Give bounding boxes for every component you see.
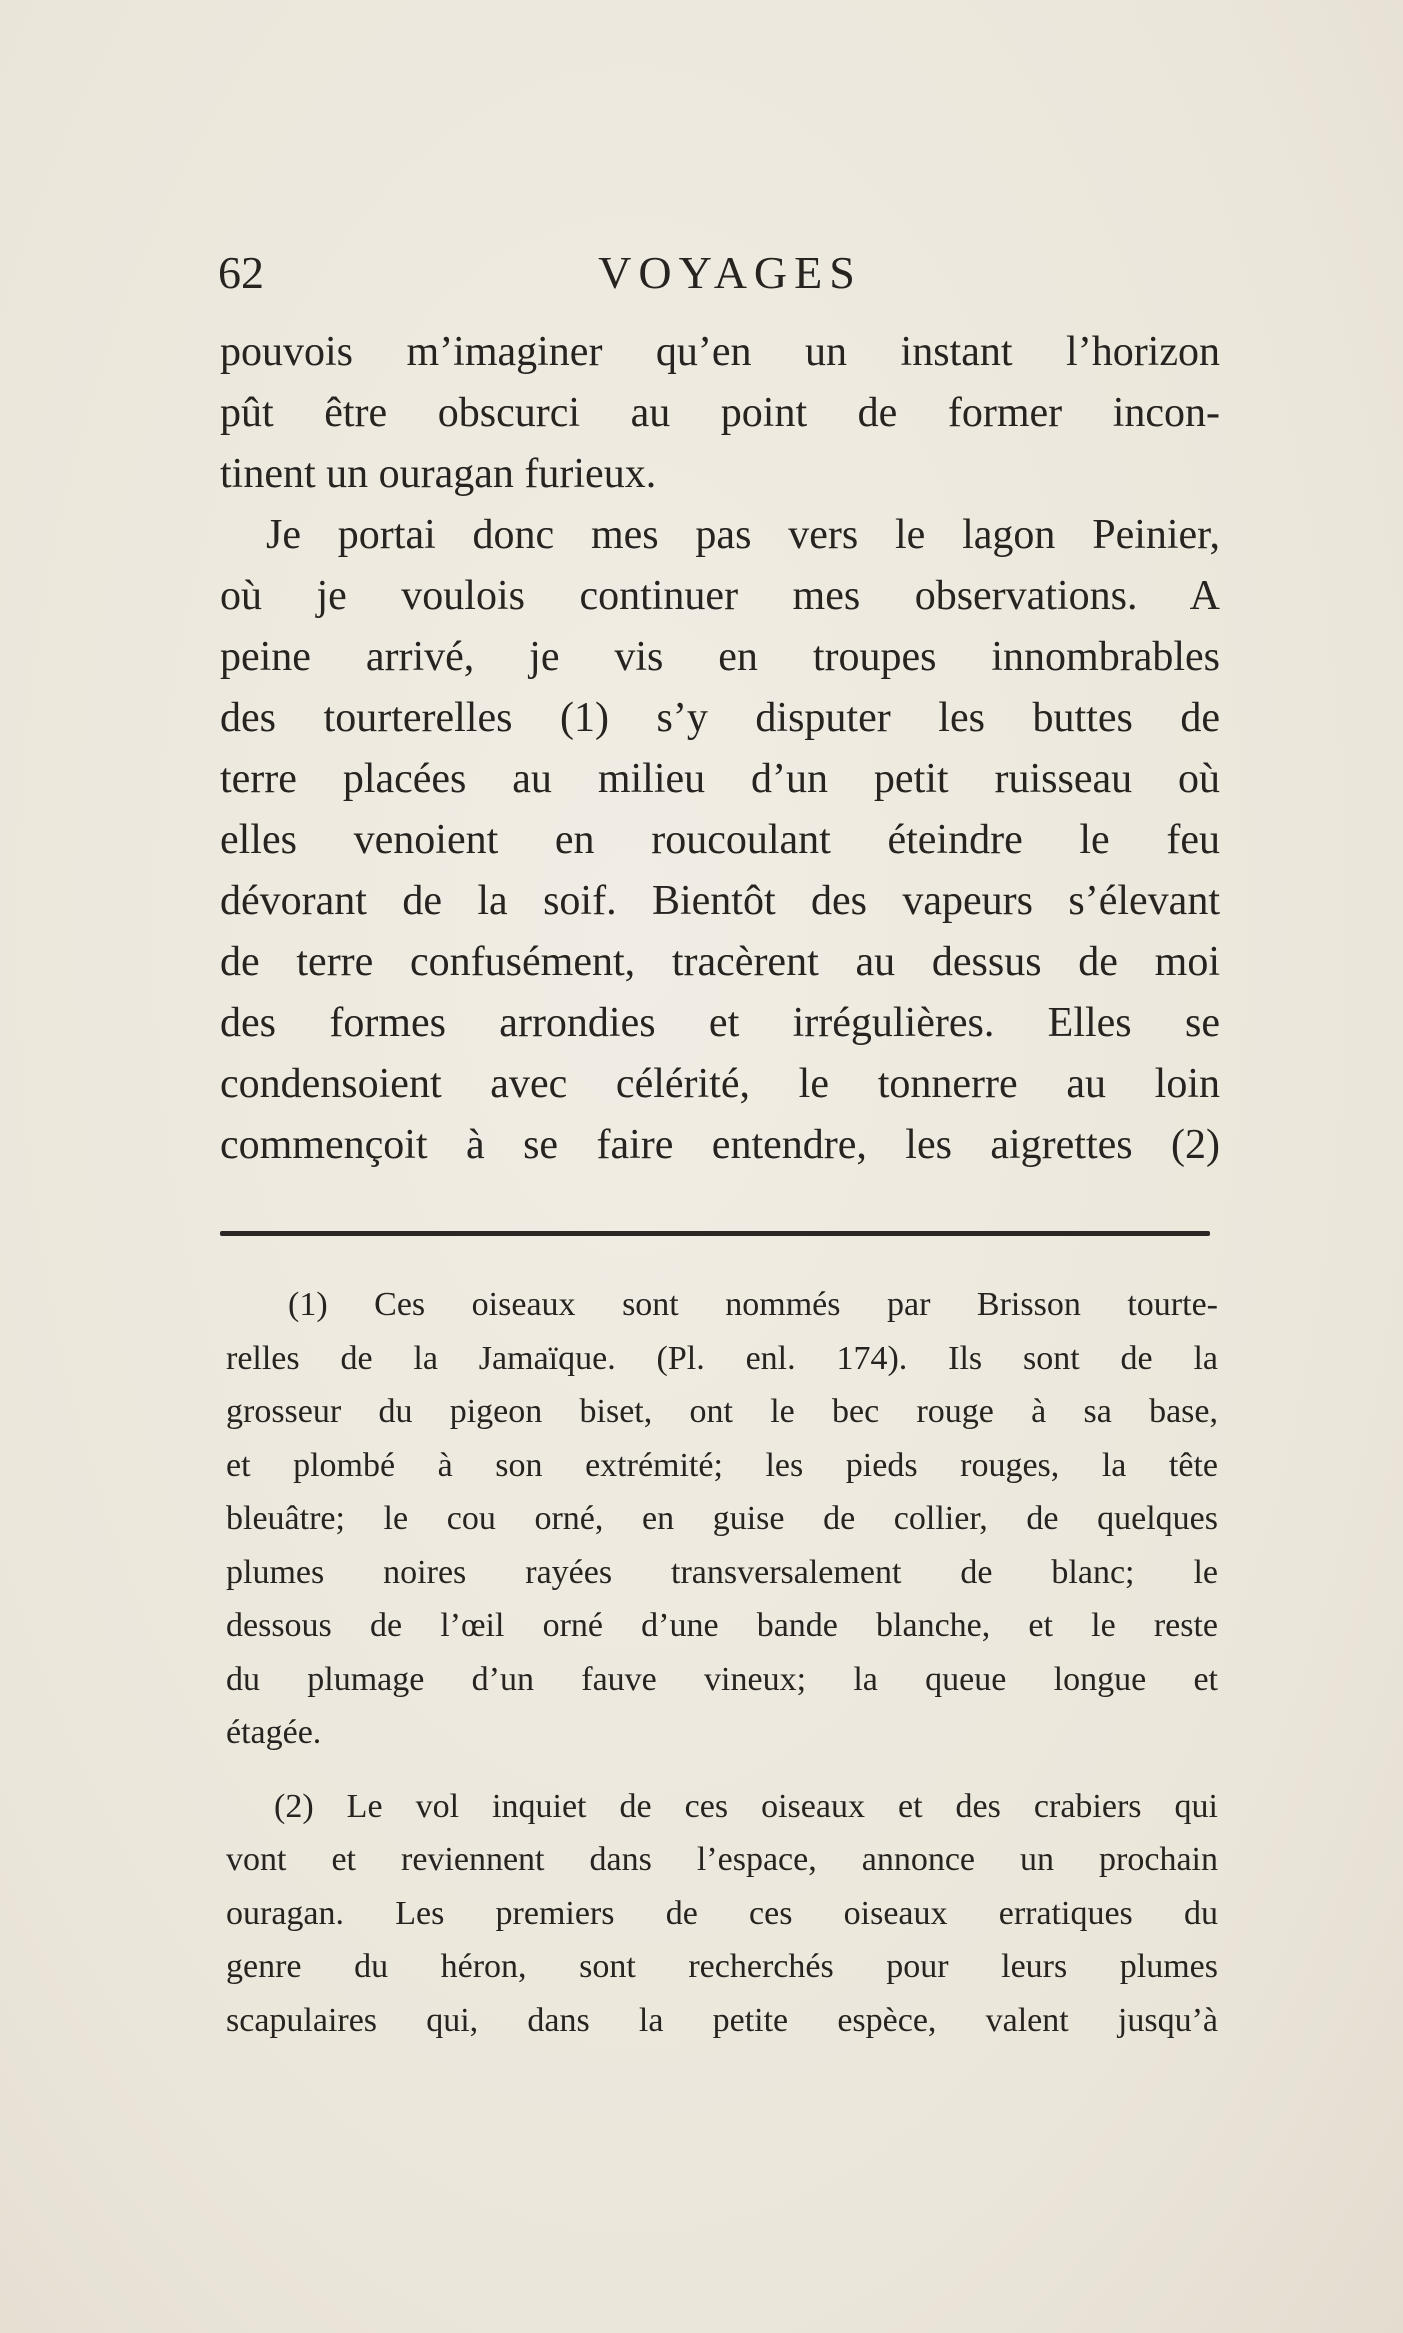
footnote-line: relles de la Jamaïque. (Pl. enl. 174). Ils sont de la [226,1339,1218,1377]
footnote-separator-rule [220,1231,1210,1236]
page-number: 62 [218,247,264,298]
text-line: de terre confusément, tracèrent au dessus de moi [220,939,1220,985]
text-line: elles venoient en roucoulant éteindre le feu [220,817,1220,863]
text-line: tinent un ouragan furieux. [220,451,657,497]
text-line: pût être obscurci au point de former incon- [220,390,1220,436]
footnote-line: grosseur du pigeon biset, ont le bec rouge à sa base, [226,1393,1218,1430]
text-line: terre placées au milieu d’un petit ruisseau où [220,756,1220,802]
footnote-1 [226,1278,1218,1760]
footnote-line: bleuâtre; le cou orné, en guise de collier, de quelques [226,1500,1218,1537]
footnote-line: (1) Ces oiseaux sont nommés par Brisson tourte- [288,1286,1218,1323]
footnote-line: plumes noires rayées transversalement de blanc; le [226,1553,1218,1591]
main-text [220,322,1220,1176]
footnote-line: du plumage d’un fauve vineux; la queue longue et [226,1660,1218,1698]
footnotes [226,1278,1218,2047]
text-line: peine arrivé, je vis en troupes innombrables [220,634,1220,680]
text-line: pouvois m’imaginer qu’en un instant l’horizon [220,329,1220,375]
text-line: condensoient avec célérité, le tonnerre au loin [220,1061,1220,1107]
footnote-line: dessous de l’œil orné d’une bande blanche, et le reste [226,1607,1218,1644]
footnote-2 [226,1780,1218,2048]
footnote-line: vont et reviennent dans l’espace, annonce un prochain [226,1841,1218,1878]
page-header [218,246,1218,306]
text-line: où je voulois continuer mes observations. A [220,573,1220,619]
footnote-line: (2) Le vol inquiet de ces oiseaux et des crabiers qui [274,1787,1218,1825]
text-line: Je portai donc mes pas vers le lagon Peinier, [266,512,1220,558]
text-line: des formes arrondies et irrégulières. Elles se [220,1000,1220,1046]
text-line: des tourterelles (1) s’y disputer les buttes de [220,695,1220,741]
footnote-line: genre du héron, sont recherchés pour leurs plumes [226,1948,1218,1985]
text-line: commençoit à se faire entendre, les aigrettes (2) [220,1122,1220,1168]
footnote-line: scapulaires qui, dans la petite espèce, valent jusqu’à [226,2001,1218,2039]
running-title: VOYAGES [598,247,862,298]
footnote-line: ouragan. Les premiers de ces oiseaux erratiques du [226,1894,1218,1932]
footnote-line: et plombé à son extrémité; les pieds rouges, la tête [226,1446,1218,1484]
footnote-line: étagée. [226,1714,322,1751]
text-line: dévorant de la soif. Bientôt des vapeurs s’élevant [220,878,1220,924]
